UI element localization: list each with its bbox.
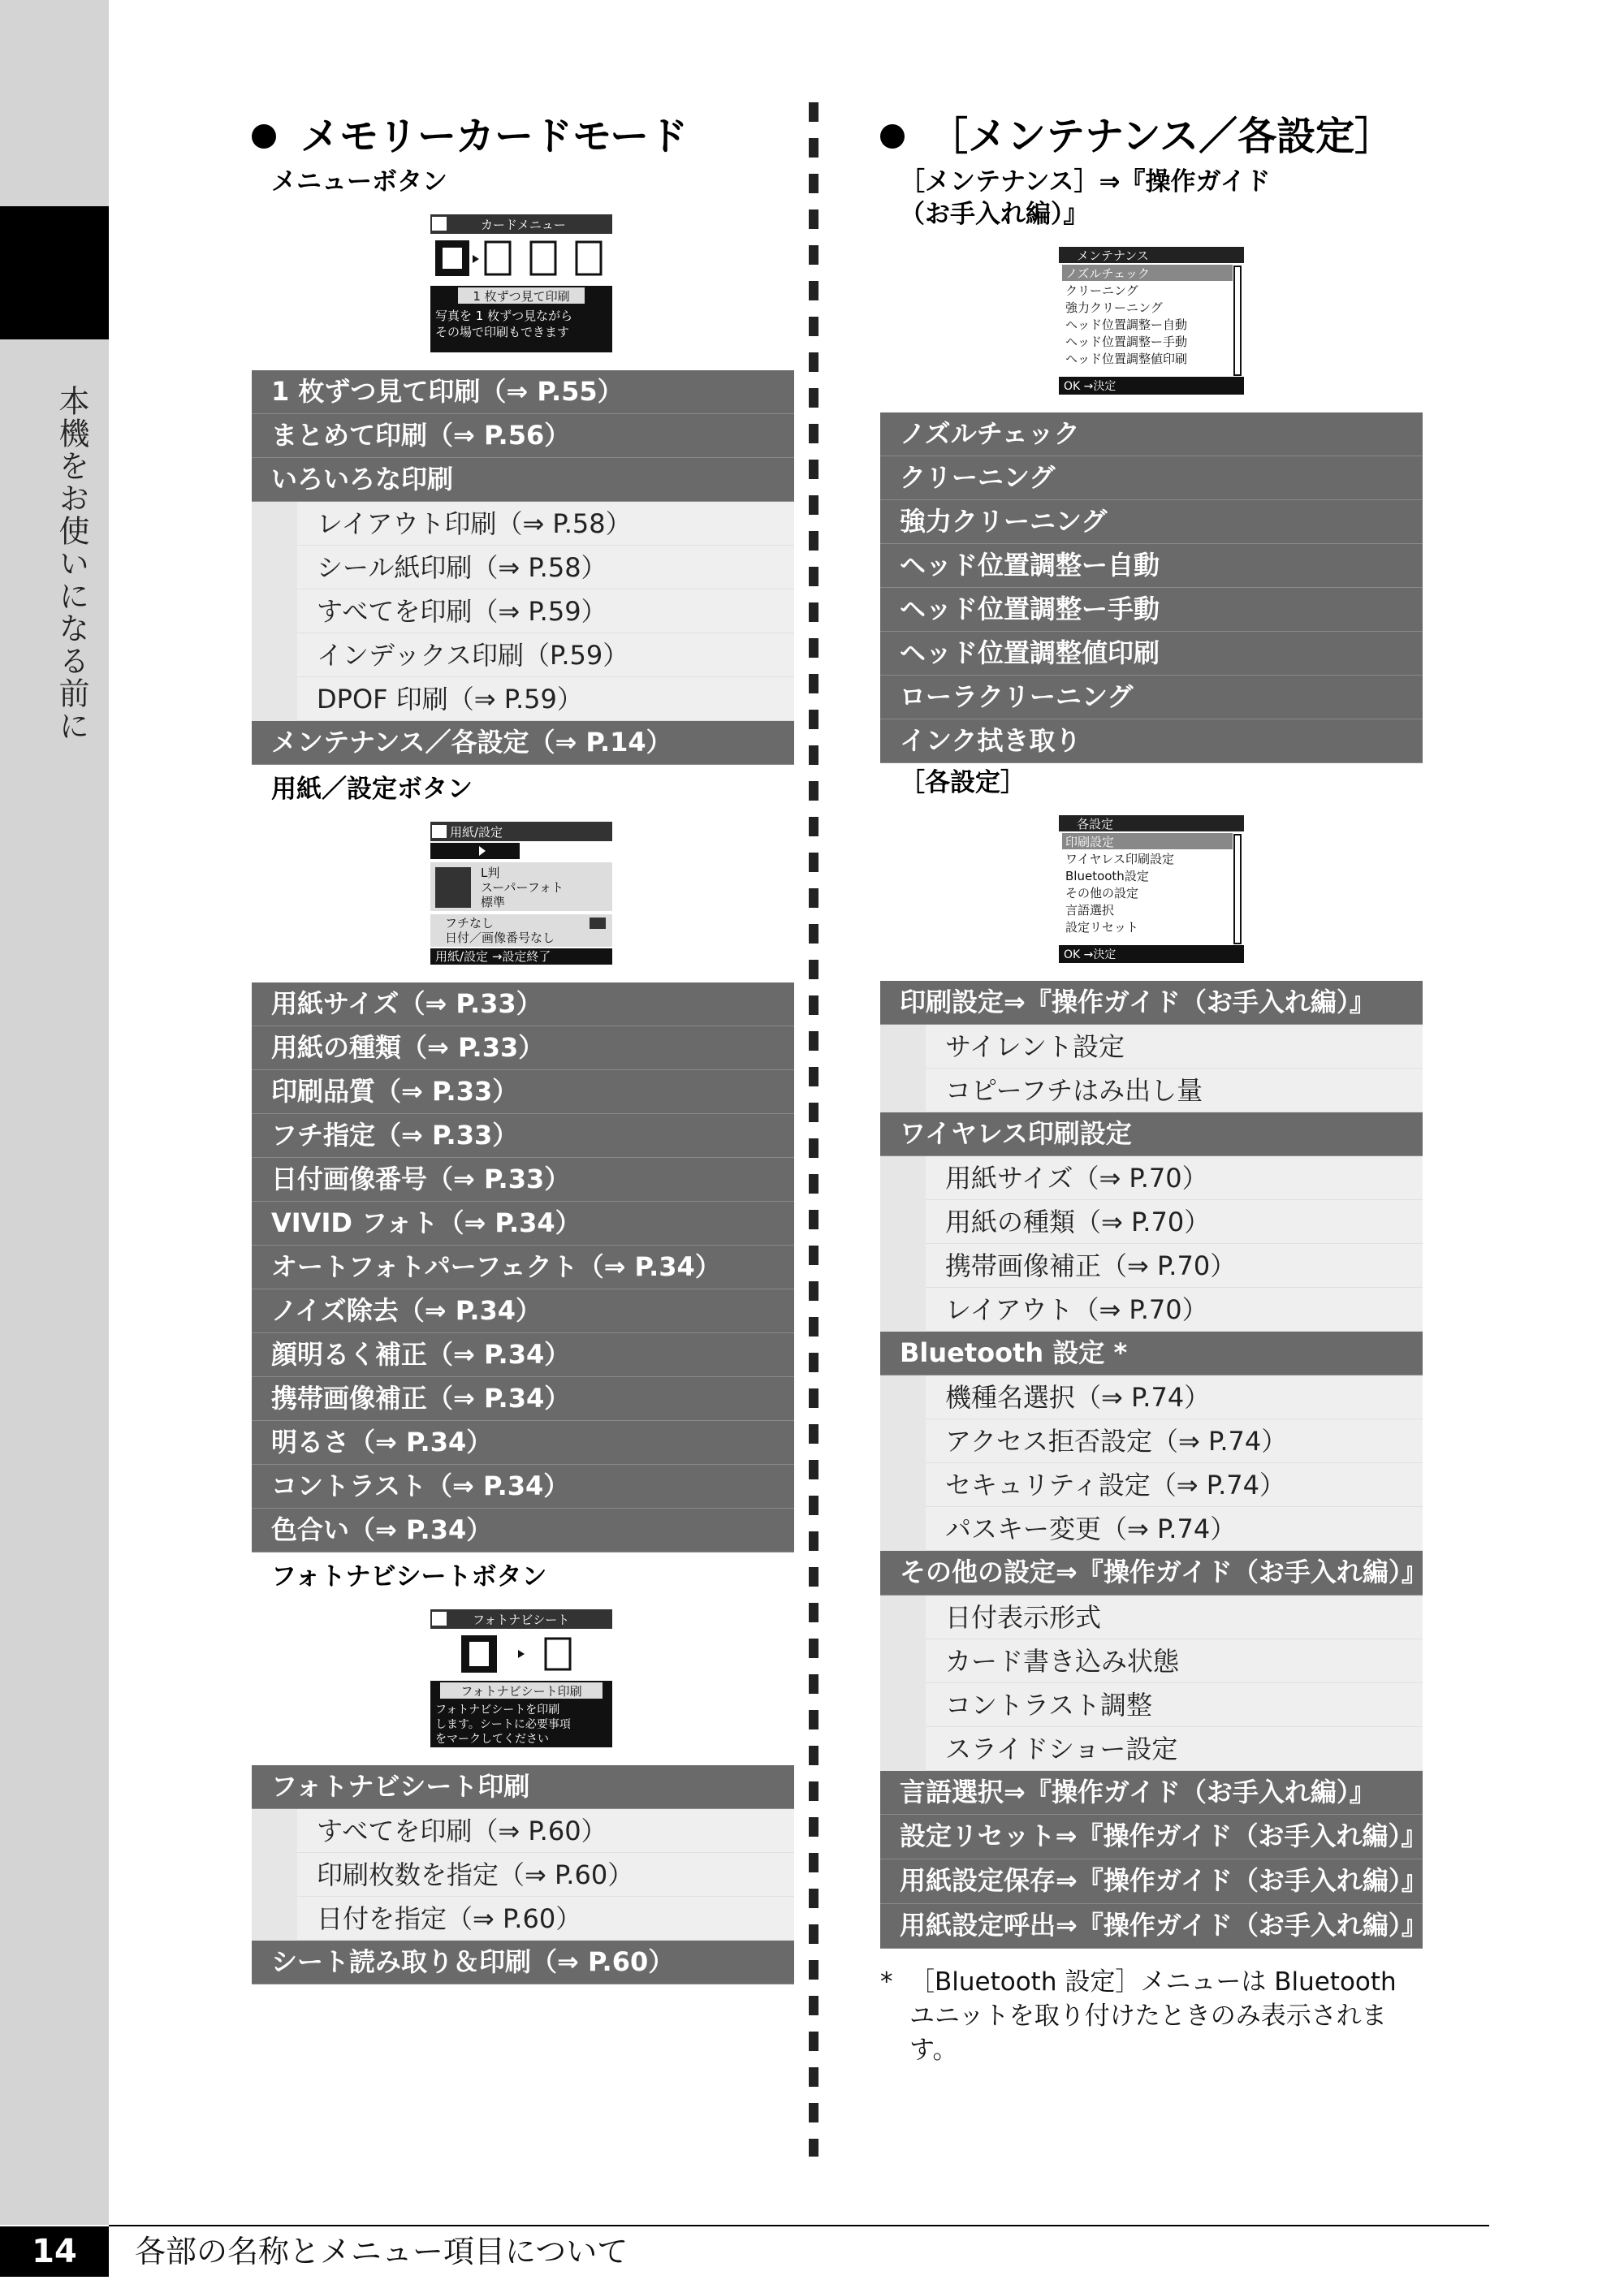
- paper-settings-list: [252, 982, 794, 1552]
- lcd-maintenance: [1059, 247, 1244, 395]
- lcd-photonavi-caption: フォトナビシート印刷: [460, 1684, 582, 1699]
- settings-label: ［各設定］: [900, 768, 1026, 797]
- lcd-row: ヘッド位置調整ー自動: [1065, 317, 1188, 332]
- lcd-paper-footer: 用紙/設定 →設定終了: [435, 949, 551, 964]
- menu-sub-row: [252, 502, 794, 546]
- menu-item-heading: 用紙設定保存⇒『操作ガイド（お手入れ編）』: [880, 1859, 1423, 1904]
- menu-item-sub: 機種名選択（⇒ P.74）: [926, 1375, 1423, 1419]
- menu-item-sub: コントラスト調整: [926, 1683, 1423, 1727]
- photonavi-button-label: フォトナビシートボタン: [271, 1562, 547, 1591]
- menu-item-heading: 印刷設定⇒『操作ガイド（お手入れ編）』: [880, 981, 1423, 1025]
- lcd-photonavi-desc-2: します。シートに必要事項: [435, 1718, 571, 1731]
- menu-item-heading: VIVID フォト（⇒ P.34）: [252, 1202, 794, 1246]
- lcd-paper-line2: スーパーフォト: [481, 880, 564, 895]
- bullet-icon: [252, 124, 276, 149]
- menu-item-heading: 設定リセット⇒『操作ガイド（お手入れ編）』: [880, 1815, 1423, 1859]
- lcd-row: 設定リセット: [1065, 920, 1138, 935]
- lcd-maintenance-graphic: [1059, 247, 1244, 395]
- menu-item-heading: フォトナビシート印刷: [252, 1765, 794, 1809]
- menu-sub-row: [880, 1463, 1423, 1507]
- menu-item-heading: 用紙設定呼出⇒『操作ガイド（お手入れ編）』: [880, 1904, 1423, 1949]
- lcd-maint-title: メンテナンス: [1077, 248, 1149, 263]
- menu-sub-row: [880, 1244, 1423, 1288]
- maintenance-label-1: ［メンテナンス］⇒『操作ガイド: [900, 167, 1271, 196]
- lcd-card-menu-title: カードメニュー: [481, 218, 566, 232]
- maintenance-list: [880, 412, 1423, 763]
- menu-item-sub: シール紙印刷（⇒ P.58）: [297, 546, 794, 589]
- menu-item-sub: スライドショー設定: [926, 1727, 1423, 1771]
- menu-item-heading: その他の設定⇒『操作ガイド（お手入れ編）』: [880, 1551, 1423, 1596]
- lcd-paper-settings-graphic: [430, 822, 612, 965]
- footnote-text: ［Bluetooth 設定］メニューは Bluetooth ユニットを取り付けたときのみ表示されます。: [909, 1967, 1397, 2065]
- menu-sub-row: [880, 1069, 1423, 1112]
- menu-sub-row: [252, 1853, 794, 1897]
- side-label: 本機をお使いになる前に: [54, 385, 89, 742]
- lcd-row: その他の設定: [1065, 886, 1139, 900]
- lcd-row: 強力クリーニング: [1065, 300, 1163, 315]
- left-column: [252, 107, 794, 1984]
- menu-sub-row: [252, 1897, 794, 1941]
- menu-item-heading: ノイズ除去（⇒ P.34）: [252, 1289, 794, 1333]
- menu-item-sub: レイアウト印刷（⇒ P.58）: [297, 502, 794, 546]
- side-index-tab: [0, 206, 109, 339]
- menu-item-heading: クリーニング: [880, 456, 1423, 500]
- menu-item-heading: 携帯画像補正（⇒ P.34）: [252, 1377, 794, 1421]
- lcd-row: ヘッド位置調整ー手動: [1065, 335, 1188, 349]
- lcd-row: 印刷設定: [1065, 835, 1115, 849]
- menu-sub-row: [880, 1156, 1423, 1200]
- footnote: [880, 1965, 1424, 2067]
- menu-sub-row: [252, 546, 794, 589]
- menu-sub-row: [880, 1683, 1423, 1727]
- lcd-row: ワイヤレス印刷設定: [1065, 852, 1174, 866]
- menu-item-sub: インデックス印刷（P.59）: [297, 633, 794, 677]
- menu-sub-row: [252, 633, 794, 677]
- menu-item-heading: 強力クリーニング: [880, 500, 1423, 544]
- lcd-photonavi: [430, 1609, 612, 1747]
- maintenance-label-2: （お手入れ編）』: [900, 200, 1089, 229]
- lcd-settings-title: 各設定: [1077, 817, 1114, 831]
- menu-item-sub: レイアウト（⇒ P.70）: [926, 1288, 1423, 1332]
- lcd-row: ヘッド位置調整値印刷: [1065, 352, 1188, 366]
- lcd-card-menu-graphic: [430, 214, 612, 352]
- photonavi-list: [252, 1765, 794, 1984]
- menu-item-heading: ヘッド位置調整ー手動: [880, 588, 1423, 632]
- lcd-card-menu-desc-2: その場で印刷もできます: [435, 325, 570, 339]
- menu-item-heading: メンテナンス／各設定（⇒ P.14）: [252, 721, 794, 765]
- lcd-row: ノズルチェック: [1065, 266, 1150, 281]
- menu-item-heading: Bluetooth 設定 *: [880, 1332, 1423, 1375]
- lcd-row: Bluetooth設定: [1065, 869, 1149, 883]
- menu-item-sub: 用紙の種類（⇒ P.70）: [926, 1200, 1423, 1244]
- menu-item-heading: シート読み取り＆印刷（⇒ P.60）: [252, 1941, 794, 1984]
- lcd-card-menu-caption: 1 枚ずつ見て印刷: [473, 289, 570, 304]
- lcd-paper-line3: 標準: [481, 895, 506, 909]
- menu-item-sub: 用紙サイズ（⇒ P.70）: [926, 1156, 1423, 1200]
- menu-sub-row: [880, 1727, 1423, 1771]
- menu-item-sub: カード書き込み状態: [926, 1639, 1423, 1683]
- menu-sub-row: [880, 1288, 1423, 1332]
- lcd-paper-line5: 日付／画像番号なし: [445, 931, 555, 945]
- lcd-paper-settings: [430, 822, 612, 965]
- lcd-photonavi-graphic: [430, 1609, 612, 1747]
- menu-item-heading: まとめて印刷（⇒ P.56）: [252, 414, 794, 458]
- menu-item-heading: 用紙サイズ（⇒ P.33）: [252, 982, 794, 1026]
- menu-button-label: メニューボタン: [271, 167, 447, 196]
- menu-sub-row: [880, 1596, 1423, 1639]
- menu-item-heading: インク拭き取り: [880, 719, 1423, 763]
- section-title-memory-card: メモリーカードモード: [252, 107, 794, 166]
- menu-sub-row: [880, 1200, 1423, 1244]
- menu-sub-row: [880, 1375, 1423, 1419]
- lcd-card-menu-desc-1: 写真を 1 枚ずつ見ながら: [435, 309, 573, 323]
- footer-title: 各部の名称とメニュー項目について: [135, 2234, 628, 2269]
- lcd-settings-graphic: [1059, 815, 1244, 963]
- lcd-settings-footer: OK →決定: [1064, 948, 1116, 961]
- menu-item-sub: コピーフチはみ出し量: [926, 1069, 1423, 1112]
- column-divider: [809, 102, 818, 2157]
- menu-item-heading: ヘッド位置調整ー自動: [880, 544, 1423, 588]
- menu-item-heading: 顔明るく補正（⇒ P.34）: [252, 1333, 794, 1377]
- section-title-maintenance: ［メンテナンス／各設定］: [880, 107, 1424, 166]
- footnote-mark: *: [880, 1967, 893, 1997]
- lcd-photonavi-desc-1: フォトナビシートを印刷: [435, 1704, 560, 1717]
- menu-item-heading: オートフォトパーフェクト（⇒ P.34）: [252, 1246, 794, 1289]
- lcd-row: クリーニング: [1065, 283, 1138, 298]
- menu-item-sub: 日付表示形式: [926, 1596, 1423, 1639]
- lcd-settings: [1059, 815, 1244, 963]
- menu-item-heading: ノズルチェック: [880, 412, 1423, 456]
- lcd-maint-footer: OK →決定: [1064, 380, 1116, 393]
- menu-sub-row: [880, 1419, 1423, 1463]
- menu-item-heading: ローラクリーニング: [880, 676, 1423, 719]
- menu-sub-row: [880, 1025, 1423, 1069]
- menu-item-sub: パスキー変更（⇒ P.74）: [926, 1507, 1423, 1551]
- menu-item-heading: 言語選択⇒『操作ガイド（お手入れ編）』: [880, 1771, 1423, 1815]
- menu-item-heading: 印刷品質（⇒ P.33）: [252, 1070, 794, 1114]
- paper-button-label: 用紙／設定ボタン: [271, 775, 473, 804]
- menu-sub-row: [252, 677, 794, 721]
- settings-list: [880, 981, 1427, 1949]
- lcd-paper-line4: フチなし: [445, 916, 495, 931]
- menu-item-sub: すべてを印刷（⇒ P.60）: [297, 1809, 794, 1853]
- menu-sub-row: [880, 1639, 1423, 1683]
- card-menu-list: [252, 370, 794, 765]
- lcd-paper-line1: L判: [481, 866, 500, 880]
- menu-item-heading: 色合い（⇒ P.34）: [252, 1509, 794, 1552]
- menu-item-sub: アクセス拒否設定（⇒ P.74）: [926, 1419, 1423, 1463]
- menu-item-sub: セキュリティ設定（⇒ P.74）: [926, 1463, 1423, 1507]
- bullet-icon: [880, 124, 905, 149]
- menu-item-sub: サイレント設定: [926, 1025, 1423, 1069]
- lcd-row: 言語選択: [1065, 903, 1115, 918]
- right-column: [880, 107, 1427, 2067]
- page-number: 14: [0, 2226, 109, 2277]
- menu-item-heading: 明るさ（⇒ P.34）: [252, 1421, 794, 1465]
- menu-sub-row: [252, 1809, 794, 1853]
- menu-item-sub: DPOF 印刷（⇒ P.59）: [297, 677, 794, 721]
- lcd-card-menu: [430, 214, 612, 352]
- lcd-paper-title: 用紙/設定: [450, 825, 503, 840]
- menu-item-heading: 1 枚ずつ見て印刷（⇒ P.55）: [252, 370, 794, 414]
- menu-item-heading: ワイヤレス印刷設定: [880, 1112, 1423, 1156]
- menu-item-heading: フチ指定（⇒ P.33）: [252, 1114, 794, 1158]
- footer-rule: [109, 2225, 1489, 2226]
- menu-item-heading: 用紙の種類（⇒ P.33）: [252, 1026, 794, 1070]
- menu-sub-row: [252, 589, 794, 633]
- menu-item-sub: 印刷枚数を指定（⇒ P.60）: [297, 1853, 794, 1897]
- menu-item-sub: 日付を指定（⇒ P.60）: [297, 1897, 794, 1941]
- lcd-photonavi-title: フォトナビシート: [473, 1613, 570, 1627]
- menu-item-heading: 日付画像番号（⇒ P.33）: [252, 1158, 794, 1202]
- menu-item-heading: いろいろな印刷: [252, 458, 794, 502]
- lcd-photonavi-desc-3: をマークしてください: [435, 1733, 549, 1746]
- menu-item-heading: ヘッド位置調整値印刷: [880, 632, 1423, 676]
- menu-item-sub: 携帯画像補正（⇒ P.70）: [926, 1244, 1423, 1288]
- menu-item-heading: コントラスト（⇒ P.34）: [252, 1465, 794, 1509]
- menu-sub-row: [880, 1507, 1423, 1551]
- menu-item-sub: すべてを印刷（⇒ P.59）: [297, 589, 794, 633]
